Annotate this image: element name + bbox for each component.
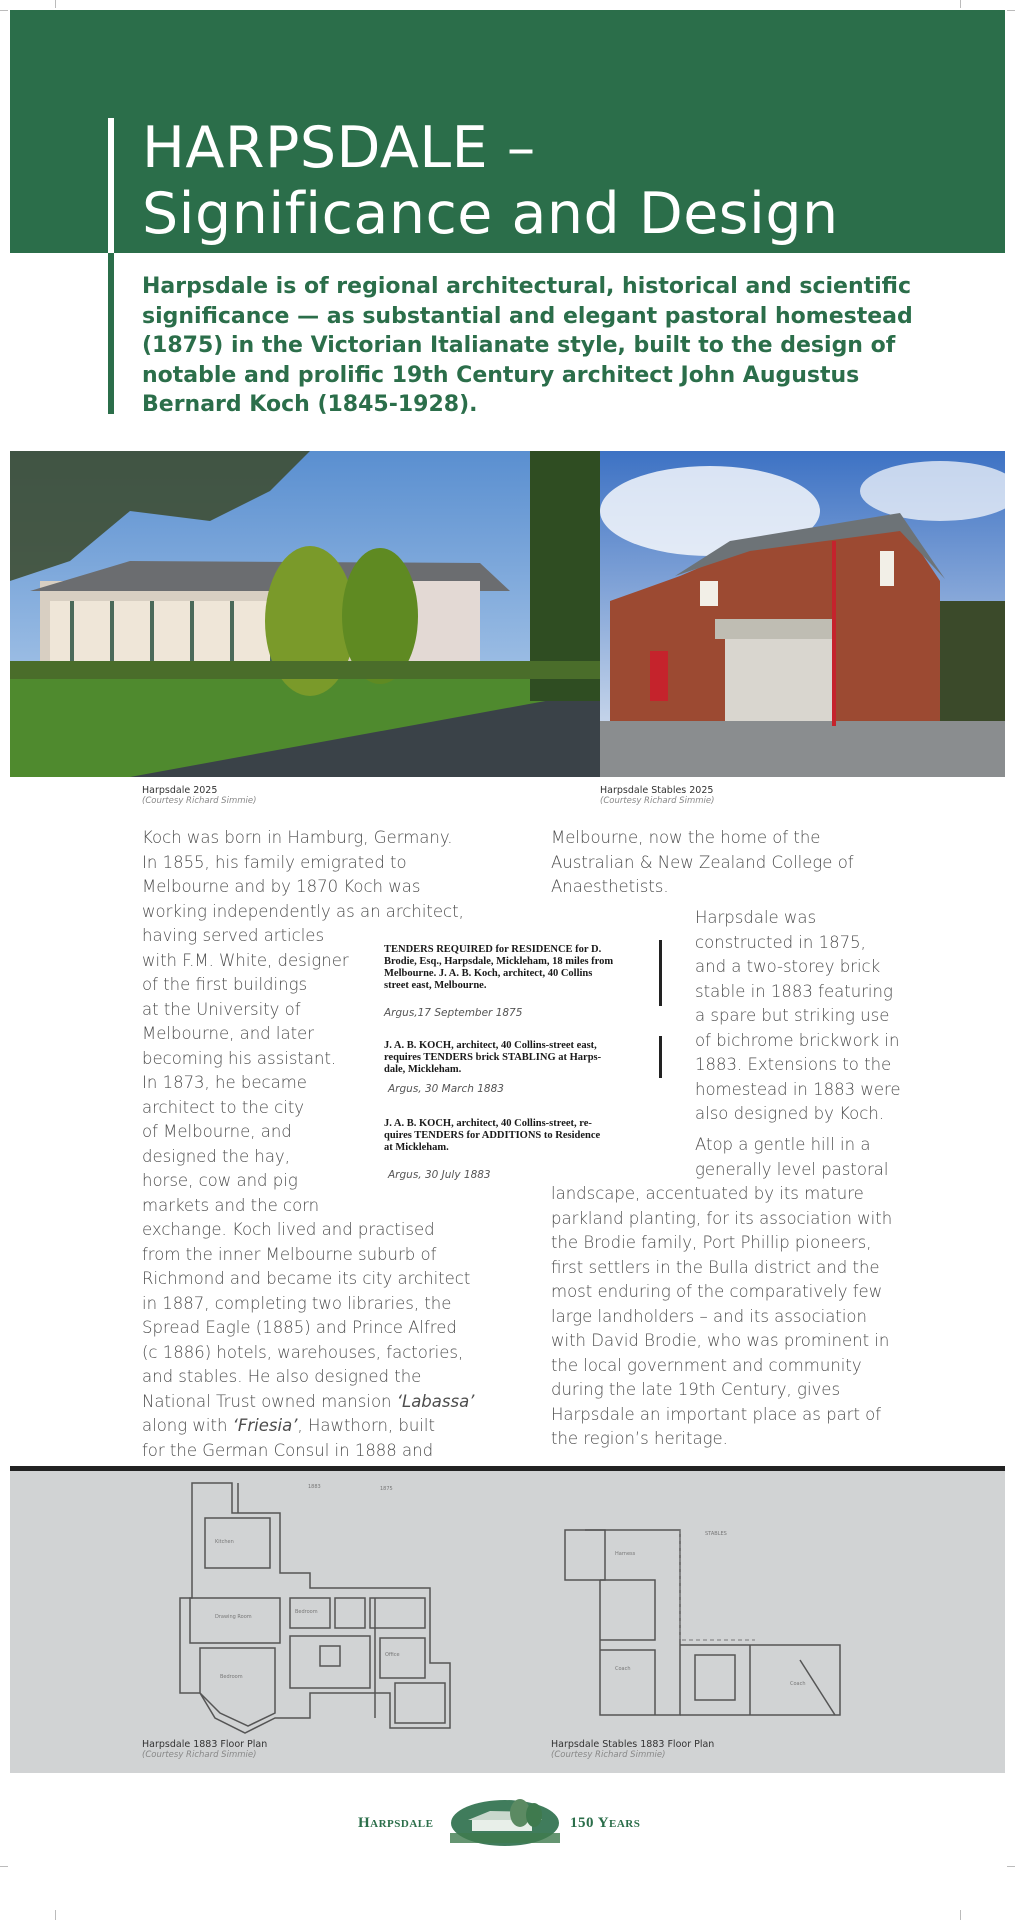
text-line: the region’s heritage.	[551, 1429, 728, 1448]
footer-logo	[0, 1793, 1015, 1853]
svg-text:Drawing Room: Drawing Room	[215, 1614, 252, 1620]
text-line: stable in 1883 featuring	[695, 981, 893, 1001]
photo-harpsdale-stables	[600, 451, 1005, 777]
clipping-line: at Mickleham.	[384, 1142, 449, 1153]
text-line: in 1887, completing two libraries, the	[142, 1293, 452, 1313]
crop-mark	[1007, 1866, 1015, 1867]
text-line: Koch was born in Hamburg, Germany.	[142, 828, 453, 847]
floor-plan-band	[10, 1471, 1005, 1773]
clipping-line: J. A. B. KOCH, architect, 40 Collins-street east,	[384, 1040, 597, 1051]
newspaper-clipping	[380, 1036, 662, 1078]
crop-mark	[960, 0, 961, 8]
crop-mark	[55, 1910, 56, 1920]
text-line: first settlers in the Bulla district and the	[551, 1257, 880, 1277]
text-line: from the inner Melbourne suburb of	[142, 1244, 437, 1264]
crop-mark	[55, 0, 56, 8]
text-line: of bichrome brickwork in	[695, 1030, 900, 1050]
text-line: (c 1886) hotels, warehouses, factories,	[142, 1342, 464, 1362]
intro-paragraph: Harpsdale is of regional architectural, historical and scientific significance — as substantial and elegant pastoral homestead (1875) in the Victorian Italianate style, built to the design of notable and prolific 19th Century architect John Augustus Bernard Koch (1845-1928).	[142, 274, 913, 417]
plan-caption-credit: (Courtesy Richard Simmie)	[142, 1750, 257, 1760]
text-line: Anaesthetists.	[551, 877, 669, 896]
text-run: , Hawthorn, built	[297, 1416, 435, 1435]
right-text-top	[551, 826, 854, 900]
mansion-name: ‘Labassa’	[396, 1391, 475, 1411]
text-line: working independently as an architect,	[142, 901, 464, 921]
title-line-2: Significance and Design	[142, 181, 839, 247]
text-line: for the German Consul in 1888 and	[142, 1440, 434, 1460]
text-line: homestead in 1883 were	[695, 1079, 901, 1099]
svg-text:Bedroom: Bedroom	[295, 1609, 318, 1615]
crop-mark	[960, 1910, 961, 1920]
text-line: horse, cow and pig	[142, 1171, 298, 1190]
accent-bar-white	[108, 118, 114, 253]
svg-text:Harness: Harness	[615, 1551, 636, 1557]
text-line: exchange. Koch lived and practised	[142, 1220, 435, 1239]
text-line: parkland planting, for its association with	[551, 1208, 893, 1228]
text-line: constructed in 1875,	[695, 932, 866, 952]
photo-caption-credit: (Courtesy Richard Simmie)	[142, 796, 257, 806]
clipping-line: Melbourne. J. A. B. Koch, architect, 40 Collins	[384, 968, 593, 979]
text-run: National Trust owned mansion	[142, 1391, 397, 1411]
logo-word-right: 150 Years	[570, 1815, 641, 1831]
clipping-line: dale, Mickleham.	[384, 1064, 462, 1075]
text-line: Melbourne, now the home of the	[551, 828, 821, 847]
svg-text:1883: 1883	[308, 1484, 321, 1490]
text-line: In 1873, he became	[142, 1073, 307, 1092]
text-line: In 1855, his family emigrated to	[142, 852, 407, 872]
text-line: and stables. He also designed the	[142, 1367, 422, 1386]
homestead-emblem-icon	[450, 1795, 560, 1847]
crop-mark	[0, 1866, 8, 1867]
text-line	[142, 1390, 474, 1415]
text-line: landscape, accentuated by its mature	[551, 1184, 864, 1203]
plan-caption-title: Harpsdale 1883 Floor Plan	[142, 1739, 268, 1750]
text-line: generally level pastoral	[695, 1159, 889, 1179]
crop-mark	[0, 10, 8, 11]
text-line: Harpsdale was	[695, 908, 817, 927]
text-line: also designed by Koch.	[695, 1104, 885, 1123]
svg-text:Kitchen: Kitchen	[215, 1539, 234, 1545]
right-text-para-2	[695, 906, 901, 1127]
clipping-caption: Argus, 30 July 1883	[388, 1169, 491, 1181]
text-line: of Melbourne, and	[142, 1122, 292, 1141]
text-line: Harpsdale an important place as part of	[551, 1404, 882, 1424]
clipping-line: requires TENDERS brick STABLING at Harps-	[384, 1052, 602, 1063]
newspaper-clipping	[380, 940, 662, 1006]
text-line: large landholders – and its association	[551, 1306, 867, 1326]
text-line: becoming his assistant.	[142, 1048, 337, 1068]
svg-text:Coach: Coach	[790, 1681, 806, 1687]
text-line: Spread Eagle (1885) and Prince Alfred	[142, 1318, 457, 1337]
text-line: and a two-storey brick	[695, 957, 881, 976]
text-run: along with	[142, 1416, 233, 1435]
text-line: a spare but striking use	[695, 1006, 890, 1025]
text-line: having served articles	[142, 926, 325, 945]
crop-mark	[1007, 10, 1015, 11]
plan-caption-credit: (Courtesy Richard Simmie)	[551, 1750, 666, 1760]
text-line: Atop a gentle hill in a	[695, 1135, 871, 1154]
clipping-line: quires TENDERS for ADDITIONS to Residence	[384, 1130, 601, 1141]
clipping-line: J. A. B. KOCH, architect, 40 Collins-street, re-	[384, 1118, 592, 1129]
text-line: Melbourne and by 1870 Koch was	[142, 877, 421, 896]
text-line: the Brodie family, Port Phillip pioneers,	[551, 1233, 872, 1252]
right-text-para-3	[551, 1133, 892, 1452]
photo-caption-credit: (Courtesy Richard Simmie)	[600, 796, 715, 806]
text-line: the local government and community	[551, 1355, 862, 1375]
text-line: designed the hay,	[142, 1146, 290, 1166]
plan-caption	[142, 1739, 267, 1761]
title-line-1: HARPSDALE –	[142, 115, 536, 181]
text-line: with David Brodie, who was prominent in	[551, 1331, 890, 1350]
plan-caption	[551, 1739, 714, 1761]
plan-caption-title: Harpsdale Stables 1883 Floor Plan	[551, 1739, 715, 1750]
text-line: with F.M. White, designer	[142, 950, 349, 970]
clipping-caption: Argus,17 September 1875	[384, 1007, 523, 1019]
svg-text:Coach: Coach	[615, 1666, 631, 1672]
photo-caption	[142, 785, 256, 807]
text-line	[142, 1414, 474, 1439]
photo-harpsdale	[10, 451, 600, 777]
text-line: at the University of	[142, 999, 301, 1019]
clipping-line: Brodie, Esq., Harpsdale, Mickleham, 18 miles from	[384, 956, 614, 967]
photo-caption-title: Harpsdale 2025	[142, 785, 218, 796]
text-line: of the first buildings	[142, 975, 308, 994]
logo-word-left: Harpsdale	[358, 1815, 434, 1831]
clipping-caption: Argus, 30 March 1883	[388, 1083, 504, 1095]
clipping-line: street east, Melbourne.	[384, 980, 487, 991]
text-line: markets and the corn	[142, 1195, 320, 1215]
mansion-name: ‘Friesia’	[232, 1416, 298, 1435]
clipping-line: TENDERS REQUIRED for RESIDENCE for D.	[384, 944, 602, 955]
svg-text:Bedroom: Bedroom	[220, 1674, 243, 1680]
svg-text:1875: 1875	[380, 1486, 393, 1492]
text-line: 1883. Extensions to the	[695, 1055, 892, 1074]
text-line: most enduring of the comparatively few	[551, 1282, 883, 1301]
clipping-rule	[659, 940, 662, 1006]
stables-floor-plan	[555, 1510, 855, 1720]
house-floor-plan	[170, 1478, 470, 1738]
photo-caption-title: Harpsdale Stables 2025	[600, 785, 714, 796]
text-line: Richmond and became its city architect	[142, 1269, 471, 1288]
photo-caption	[600, 785, 714, 807]
svg-text:Office: Office	[385, 1652, 400, 1658]
text-line: architect to the city	[142, 1097, 305, 1117]
text-line: during the late 19th Century, gives	[551, 1380, 841, 1399]
svg-text:STABLES: STABLES	[705, 1531, 727, 1537]
text-line: Australian & New Zealand College of	[551, 852, 854, 872]
clipping-rule	[659, 1036, 662, 1078]
page-title	[142, 115, 982, 247]
text-line: Melbourne, and later	[142, 1024, 314, 1043]
